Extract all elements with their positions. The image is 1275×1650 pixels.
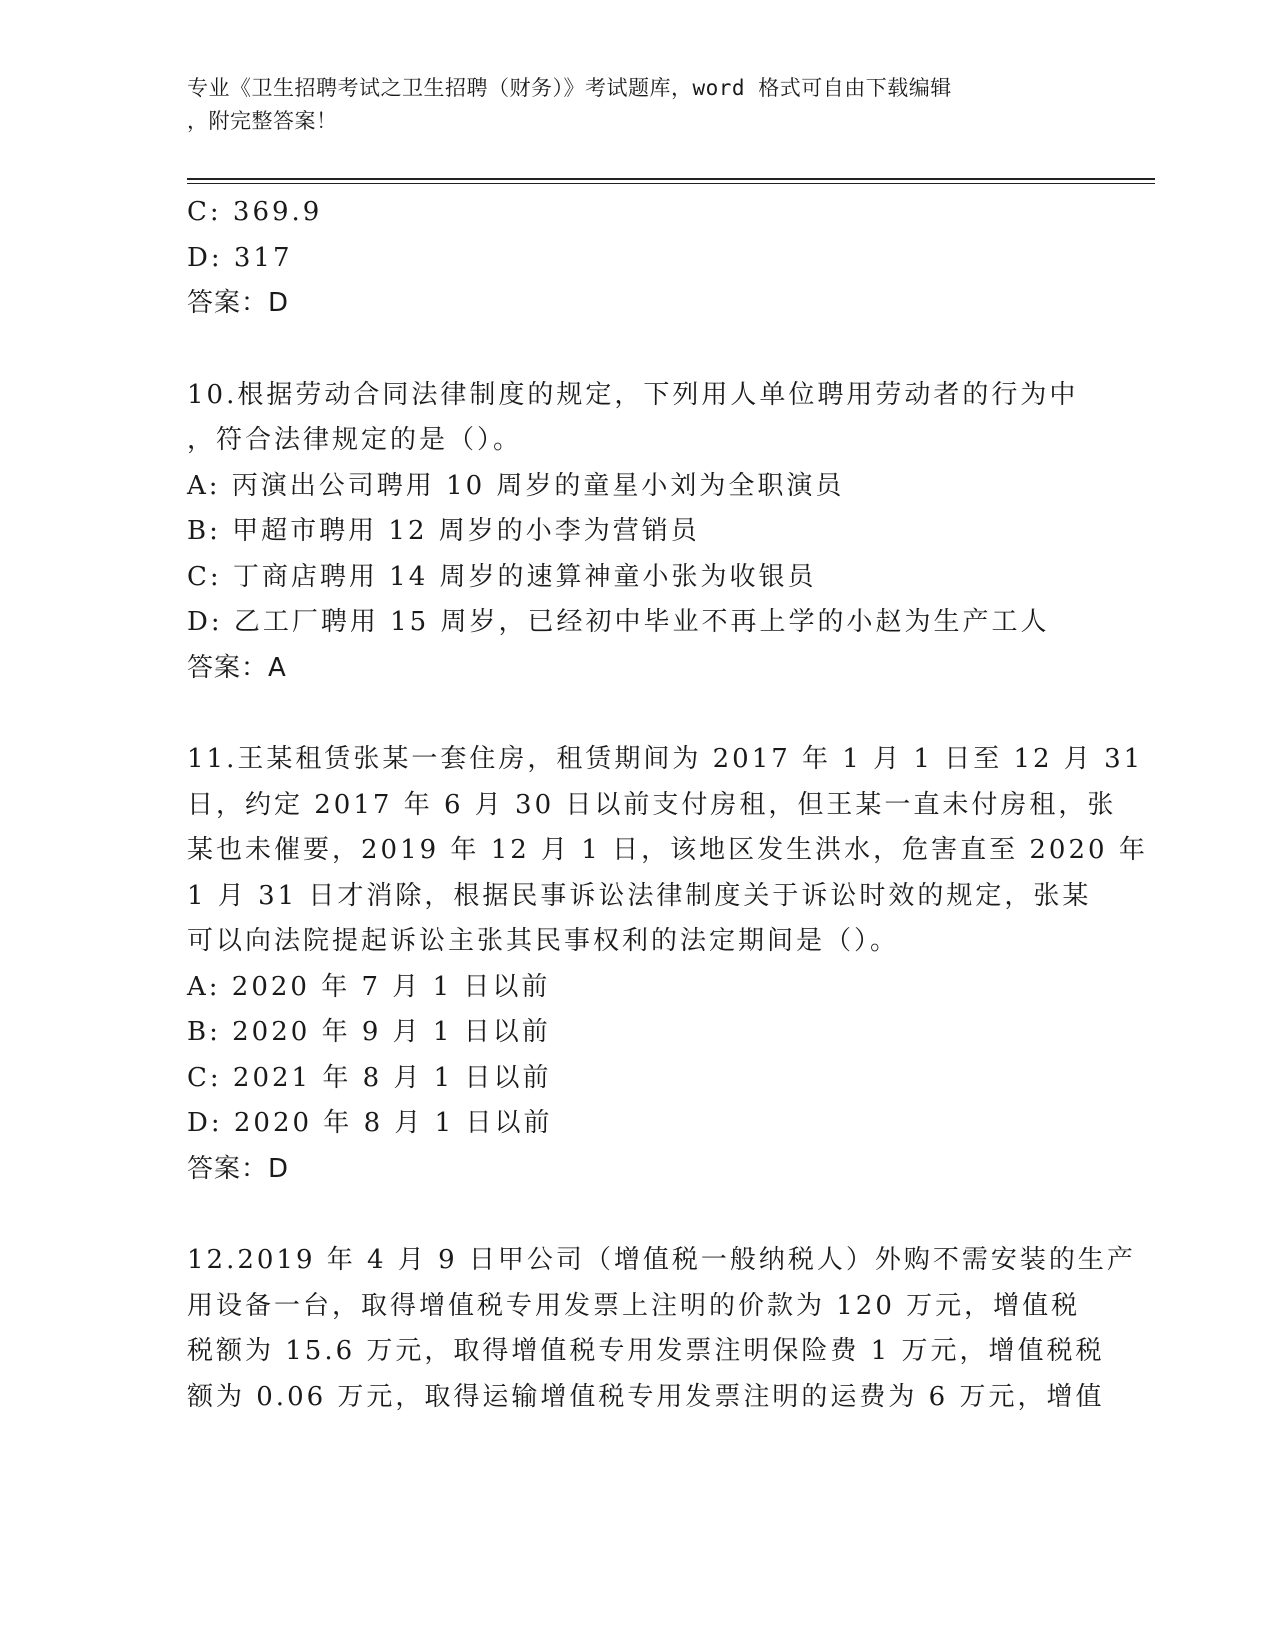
- question-stem-line: 可以向法院提起诉讼主张其民事权利的法定期间是（）。: [187, 926, 900, 956]
- answer-line: 答案：D: [187, 288, 290, 318]
- option-line: D: 317: [187, 242, 293, 273]
- header-line: ，附完整答案！: [187, 109, 338, 133]
- header-line: 专业《卫生招聘考试之卫生招聘（财务）》考试题库，word 格式可自由下载编辑: [187, 76, 952, 100]
- question-stem-line: 1 月 31 日才消除，根据民事诉讼法律制度关于诉讼时效的规定，张某: [187, 880, 1092, 911]
- question-stem-line: 用设备一台，取得增值税专用发票上注明的价款为 120 万元，增值税: [187, 1290, 1081, 1321]
- answer-line: 答案：A: [187, 652, 287, 683]
- answer-line: 答案：D: [187, 1153, 290, 1184]
- question-stem-line: 10.根据劳动合同法律制度的规定，下列用人单位聘用劳动者的行为中: [187, 379, 1079, 410]
- option-line: B: 2020 年 9 月 1 日以前: [187, 1017, 551, 1047]
- question-list: [187, 190, 1148, 1420]
- option-line: B: 甲超市聘用 12 周岁的小李为营销员: [187, 516, 700, 546]
- block-spacer: [187, 691, 1107, 737]
- option-line: A: 2020 年 7 月 1 日以前: [187, 971, 551, 1002]
- question-stem-line: 12.2019 年 4 月 9 日甲公司（增值税一般纳税人）外购不需安装的生产: [187, 1245, 1136, 1275]
- option-line: A: 丙演出公司聘用 10 周岁的童星小刘为全职演员: [187, 470, 845, 501]
- question-stem-line: ，符合法律规定的是（）。: [187, 425, 523, 455]
- option-line: D: 乙工厂聘用 15 周岁，已经初中毕业不再上学的小赵为生产工人: [187, 607, 1050, 637]
- question-block: [187, 737, 1148, 1192]
- question-stem-line: 额为 0.06 万元，取得运输增值税专用发票注明的运费为 6 万元，增值: [187, 1381, 1105, 1412]
- question-stem-line: 某也未催要，2019 年 12 月 1 日，该地区发生洪水，危害直至 2020 年: [187, 835, 1148, 865]
- option-line: C: 丁商店聘用 14 周岁的速算神童小张为收银员: [187, 561, 817, 592]
- document-header: [187, 72, 1087, 138]
- header-divider-thin: [187, 183, 1155, 184]
- question-block: [187, 1238, 1136, 1420]
- question-stem-line: 日，约定 2017 年 6 月 30 日以前支付房租，但王某一直未付房租，张: [187, 789, 1117, 820]
- question-block: [187, 190, 1107, 327]
- option-line: C: 2021 年 8 月 1 日以前: [187, 1062, 552, 1093]
- block-spacer: [187, 327, 1107, 373]
- option-line: C: 369.9: [187, 197, 323, 227]
- option-line: D: 2020 年 8 月 1 日以前: [187, 1108, 553, 1138]
- block-spacer: [187, 1192, 1107, 1238]
- header-divider-thick: [187, 178, 1155, 180]
- question-block: [187, 373, 1107, 692]
- question-stem-line: 11.王某租赁张某一套住房，租赁期间为 2017 年 1 月 1 日至 12 月 31: [187, 744, 1144, 774]
- question-stem-line: 税额为 15.6 万元，取得增值税专用发票注明保险费 1 万元，增值税税: [187, 1336, 1105, 1366]
